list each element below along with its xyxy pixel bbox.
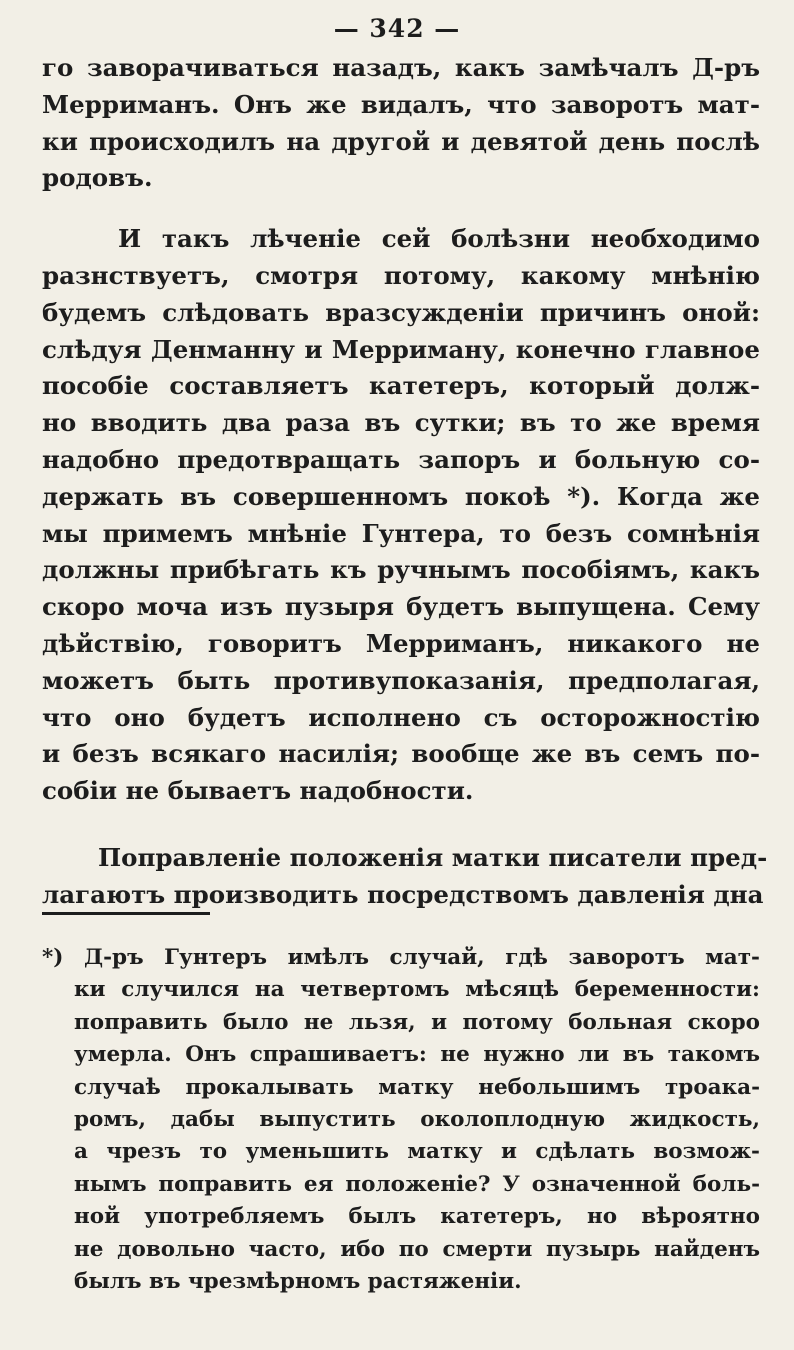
footnote-line: умерла. Онъ спрашиваетъ: не нужно ли въ такомъ — [74, 1042, 760, 1068]
footnote-line: ки случился на четвертомъ мѣсяцѣ беременности: — [74, 977, 760, 1003]
footnote-line: былъ въ чрезмѣрномъ растяженіи. — [74, 1269, 522, 1295]
text-line: дѣйствію, говоритъ Мерриманъ, никакого не — [42, 628, 760, 658]
text-line: но вводить два раза въ сутки; въ то же время — [42, 408, 760, 438]
footnote-line: ромъ, дабы выпустить околоплодную жидкость, — [74, 1107, 760, 1133]
text-line: что оно будетъ исполнено съ осторожностію — [42, 702, 760, 732]
text-line: ки происходилъ на другой и девятой день послѣ — [42, 126, 760, 156]
text-line: И такъ лѣченіе сей болѣзни необходимо — [118, 224, 760, 254]
paragraph-1 — [42, 50, 760, 197]
paragraph-2 — [42, 221, 760, 810]
page-number: — 342 — — [333, 14, 461, 43]
text-line: слѣдуя Денманну и Мерриману, конечно главное — [42, 334, 760, 364]
footnote-line: нымъ поправить ея положеніе? У означенной боль- — [74, 1171, 760, 1197]
text-line: собіи не бываетъ надобности. — [42, 776, 474, 806]
footnote-line: случаѣ прокалывать матку небольшимъ троака- — [74, 1074, 760, 1100]
paragraph-3 — [42, 840, 768, 914]
text-line: скоро моча изъ пузыря будетъ выпущена. Сему — [42, 592, 760, 622]
main-text — [42, 50, 768, 914]
footnote-line: не довольно часто, ибо по смерти пузырь найденъ — [74, 1236, 760, 1262]
footnote-line: поправить было не льзя, и потому больная скоро — [74, 1009, 760, 1035]
footnote — [42, 942, 760, 1298]
text-line: го заворачиваться назадъ, какъ замѣчалъ Д-ръ — [42, 53, 760, 82]
text-line: можетъ быть противупоказанія, предполагая, — [42, 665, 760, 695]
text-line: будемъ слѣдовать вразсужденіи причинъ оной: — [42, 297, 760, 327]
text-line: пособіе составляетъ катетеръ, который долж- — [42, 371, 760, 401]
text-line: и безъ всякаго насилія; вообще же въ семъ по- — [42, 739, 760, 769]
text-line: держать въ совершенномъ покоѣ *). Когда же — [42, 481, 760, 511]
text-line: разнствуетъ, смотря потому, какому мнѣнію — [42, 260, 760, 290]
text-line: надобно предотвращать запоръ и больную со- — [42, 444, 760, 474]
text-line: родовъ. — [42, 163, 153, 193]
footnote-line: ной употребляемъ былъ катетеръ, но вѣроятно — [74, 1204, 760, 1230]
footnote-line: *) Д-ръ Гунтеръ имѣлъ случай, гдѣ заворотъ мат- — [42, 945, 760, 970]
text-line: должны прибѣгать къ ручнымъ пособіямъ, какъ — [42, 555, 760, 585]
text-line: мы примемъ мнѣніе Гунтера, то безъ сомнѣнія — [42, 518, 760, 548]
text-line: лагаютъ производить посредствомъ давленія дна — [42, 879, 764, 909]
text-line: Поправленіе положенія матки писатели пред- — [98, 842, 768, 872]
footnote-divider — [42, 912, 210, 915]
text-line: Мерриманъ. Онъ же видалъ, что заворотъ мат- — [42, 89, 760, 119]
footnote-line: а чрезъ то уменьшить матку и сдѣлать возмож- — [74, 1139, 760, 1165]
